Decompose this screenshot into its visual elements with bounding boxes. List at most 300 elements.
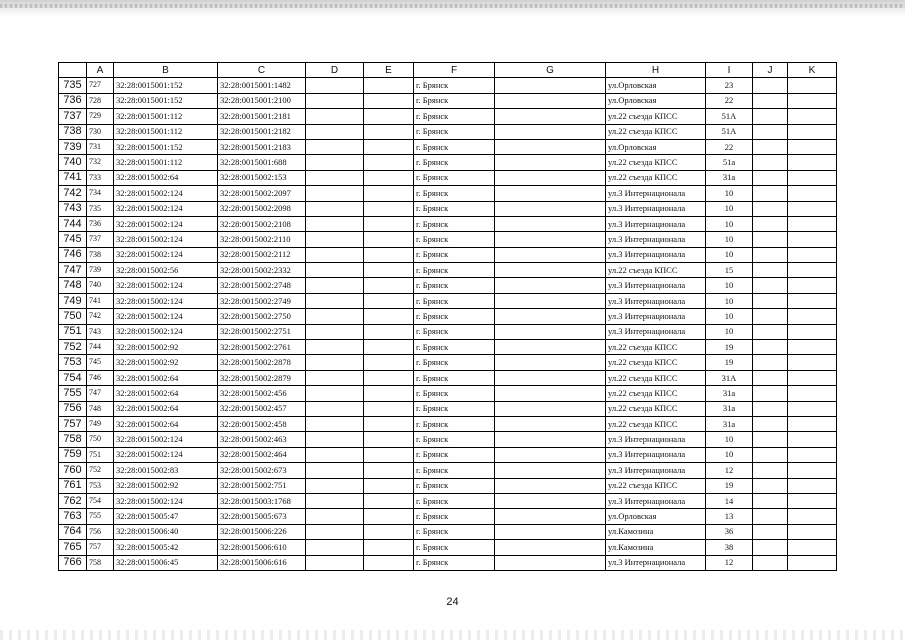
column-header[interactable]: C [218, 63, 306, 78]
cell-a[interactable]: 737 [87, 232, 114, 247]
cell-d[interactable] [306, 509, 364, 524]
cell-d[interactable] [306, 293, 364, 308]
row-number-cell[interactable]: 740 [59, 155, 87, 170]
cell-k[interactable] [788, 386, 837, 401]
cell-f-city[interactable]: г. Брянск [414, 309, 495, 324]
column-header[interactable]: G [495, 63, 606, 78]
cell-g[interactable] [495, 447, 606, 462]
cell-c-cadastral-number[interactable]: 32:28:0015001:2183 [218, 139, 306, 154]
cell-e[interactable] [364, 78, 414, 93]
cell-a[interactable]: 729 [87, 109, 114, 124]
cell-d[interactable] [306, 463, 364, 478]
cell-e[interactable] [364, 370, 414, 385]
cell-h-street[interactable]: ул.22 съезда КПСС [606, 340, 706, 355]
cell-e[interactable] [364, 340, 414, 355]
cell-f-city[interactable]: г. Брянск [414, 509, 495, 524]
cell-h-street[interactable]: ул.3 Интернационала [606, 232, 706, 247]
cell-h-street[interactable]: ул.3 Интернационала [606, 278, 706, 293]
cell-b-cadastral-number[interactable]: 32:28:0015002:64 [114, 401, 218, 416]
cell-e[interactable] [364, 401, 414, 416]
row-number-cell[interactable]: 763 [59, 509, 87, 524]
row-number-cell[interactable]: 739 [59, 139, 87, 154]
cell-d[interactable] [306, 540, 364, 555]
cell-i-house[interactable]: 22 [706, 93, 753, 108]
cell-f-city[interactable]: г. Брянск [414, 263, 495, 278]
cell-g[interactable] [495, 432, 606, 447]
cell-i-house[interactable]: 10 [706, 447, 753, 462]
cell-d[interactable] [306, 340, 364, 355]
cell-b-cadastral-number[interactable]: 32:28:0015001:112 [114, 124, 218, 139]
cell-j[interactable] [753, 324, 788, 339]
cell-g[interactable] [495, 201, 606, 216]
cell-c-cadastral-number[interactable]: 32:28:0015002:458 [218, 416, 306, 431]
row-number-cell[interactable]: 759 [59, 447, 87, 462]
cell-c-cadastral-number[interactable]: 32:28:0015002:463 [218, 432, 306, 447]
cell-g[interactable] [495, 509, 606, 524]
cell-f-city[interactable]: г. Брянск [414, 139, 495, 154]
cell-k[interactable] [788, 124, 837, 139]
cell-k[interactable] [788, 232, 837, 247]
cell-e[interactable] [364, 247, 414, 262]
cell-e[interactable] [364, 509, 414, 524]
cell-g[interactable] [495, 324, 606, 339]
cell-a[interactable]: 750 [87, 432, 114, 447]
cell-j[interactable] [753, 447, 788, 462]
cell-f-city[interactable]: г. Брянск [414, 201, 495, 216]
cell-d[interactable] [306, 278, 364, 293]
cell-a[interactable]: 757 [87, 540, 114, 555]
cell-f-city[interactable]: г. Брянск [414, 524, 495, 539]
cell-g[interactable] [495, 232, 606, 247]
cell-a[interactable]: 739 [87, 263, 114, 278]
row-number-cell[interactable]: 758 [59, 432, 87, 447]
cell-j[interactable] [753, 78, 788, 93]
cell-j[interactable] [753, 124, 788, 139]
cell-h-street[interactable]: ул.3 Интернационала [606, 293, 706, 308]
cell-e[interactable] [364, 493, 414, 508]
cell-i-house[interactable]: 51а [706, 155, 753, 170]
cell-j[interactable] [753, 463, 788, 478]
cell-f-city[interactable]: г. Брянск [414, 232, 495, 247]
cell-g[interactable] [495, 78, 606, 93]
cell-c-cadastral-number[interactable]: 32:28:0015002:2751 [218, 324, 306, 339]
cell-j[interactable] [753, 232, 788, 247]
cell-k[interactable] [788, 370, 837, 385]
cell-c-cadastral-number[interactable]: 32:28:0015002:2108 [218, 216, 306, 231]
cell-a[interactable]: 727 [87, 78, 114, 93]
cell-k[interactable] [788, 186, 837, 201]
cell-i-house[interactable]: 10 [706, 232, 753, 247]
cell-a[interactable]: 758 [87, 555, 114, 570]
cell-j[interactable] [753, 355, 788, 370]
cell-g[interactable] [495, 293, 606, 308]
cell-b-cadastral-number[interactable]: 32:28:0015002:64 [114, 416, 218, 431]
cell-d[interactable] [306, 370, 364, 385]
cell-b-cadastral-number[interactable]: 32:28:0015006:45 [114, 555, 218, 570]
cell-g[interactable] [495, 247, 606, 262]
cell-a[interactable]: 744 [87, 340, 114, 355]
cell-e[interactable] [364, 232, 414, 247]
cell-b-cadastral-number[interactable]: 32:28:0015001:152 [114, 139, 218, 154]
cell-g[interactable] [495, 263, 606, 278]
cell-j[interactable] [753, 432, 788, 447]
cell-g[interactable] [495, 155, 606, 170]
cell-c-cadastral-number[interactable]: 32:28:0015006:226 [218, 524, 306, 539]
cell-f-city[interactable]: г. Брянск [414, 155, 495, 170]
cell-i-house[interactable]: 10 [706, 309, 753, 324]
cell-c-cadastral-number[interactable]: 32:28:0015005:673 [218, 509, 306, 524]
cell-k[interactable] [788, 109, 837, 124]
cell-b-cadastral-number[interactable]: 32:28:0015002:64 [114, 170, 218, 185]
cell-e[interactable] [364, 555, 414, 570]
cell-a[interactable]: 740 [87, 278, 114, 293]
cell-h-street[interactable]: ул.Камозина [606, 540, 706, 555]
cell-i-house[interactable]: 22 [706, 139, 753, 154]
cell-d[interactable] [306, 170, 364, 185]
cell-g[interactable] [495, 540, 606, 555]
cell-f-city[interactable]: г. Брянск [414, 401, 495, 416]
cell-j[interactable] [753, 386, 788, 401]
cell-h-street[interactable]: ул.22 съезда КПСС [606, 263, 706, 278]
cell-j[interactable] [753, 555, 788, 570]
cell-a[interactable]: 755 [87, 509, 114, 524]
row-number-cell[interactable]: 747 [59, 263, 87, 278]
cell-j[interactable] [753, 263, 788, 278]
cell-a[interactable]: 747 [87, 386, 114, 401]
cell-k[interactable] [788, 416, 837, 431]
cell-f-city[interactable]: г. Брянск [414, 216, 495, 231]
cell-c-cadastral-number[interactable]: 32:28:0015002:2748 [218, 278, 306, 293]
cell-g[interactable] [495, 309, 606, 324]
cell-a[interactable]: 752 [87, 463, 114, 478]
cell-h-street[interactable]: ул.Орловская [606, 509, 706, 524]
cell-h-street[interactable]: ул.3 Интернационала [606, 186, 706, 201]
cell-c-cadastral-number[interactable]: 32:28:0015001:1482 [218, 78, 306, 93]
cell-g[interactable] [495, 370, 606, 385]
cell-e[interactable] [364, 139, 414, 154]
cell-a[interactable]: 732 [87, 155, 114, 170]
cell-h-street[interactable]: ул.3 Интернационала [606, 447, 706, 462]
row-number-cell[interactable]: 765 [59, 540, 87, 555]
cell-a[interactable]: 734 [87, 186, 114, 201]
cell-a[interactable]: 742 [87, 309, 114, 324]
cell-d[interactable] [306, 524, 364, 539]
cell-j[interactable] [753, 309, 788, 324]
cell-b-cadastral-number[interactable]: 32:28:0015002:124 [114, 186, 218, 201]
cell-b-cadastral-number[interactable]: 32:28:0015005:47 [114, 509, 218, 524]
cell-i-house[interactable]: 31а [706, 416, 753, 431]
cell-j[interactable] [753, 340, 788, 355]
cell-a[interactable]: 756 [87, 524, 114, 539]
cell-f-city[interactable]: г. Брянск [414, 555, 495, 570]
cell-g[interactable] [495, 340, 606, 355]
row-number-cell[interactable]: 766 [59, 555, 87, 570]
cell-d[interactable] [306, 416, 364, 431]
cell-k[interactable] [788, 278, 837, 293]
cell-c-cadastral-number[interactable]: 32:28:0015001:688 [218, 155, 306, 170]
cell-j[interactable] [753, 155, 788, 170]
cell-k[interactable] [788, 432, 837, 447]
cell-h-street[interactable]: ул.3 Интернационала [606, 493, 706, 508]
cell-f-city[interactable]: г. Брянск [414, 370, 495, 385]
cell-h-street[interactable]: ул.22 съезда КПСС [606, 401, 706, 416]
cell-f-city[interactable]: г. Брянск [414, 78, 495, 93]
cell-i-house[interactable]: 19 [706, 355, 753, 370]
cell-h-street[interactable]: ул.22 съезда КПСС [606, 124, 706, 139]
row-number-cell[interactable]: 736 [59, 93, 87, 108]
cell-i-house[interactable]: 10 [706, 278, 753, 293]
cell-f-city[interactable]: г. Брянск [414, 324, 495, 339]
cell-a[interactable]: 748 [87, 401, 114, 416]
cell-a[interactable]: 749 [87, 416, 114, 431]
cell-j[interactable] [753, 201, 788, 216]
cell-h-street[interactable]: ул.22 съезда КПСС [606, 370, 706, 385]
cell-i-house[interactable]: 31а [706, 401, 753, 416]
column-header[interactable]: F [414, 63, 495, 78]
cell-j[interactable] [753, 524, 788, 539]
cell-e[interactable] [364, 109, 414, 124]
cell-d[interactable] [306, 493, 364, 508]
cell-c-cadastral-number[interactable]: 32:28:0015003:1768 [218, 493, 306, 508]
cell-c-cadastral-number[interactable]: 32:28:0015002:673 [218, 463, 306, 478]
cell-e[interactable] [364, 263, 414, 278]
cell-e[interactable] [364, 93, 414, 108]
cell-a[interactable]: 746 [87, 370, 114, 385]
cell-j[interactable] [753, 416, 788, 431]
cell-a[interactable]: 753 [87, 478, 114, 493]
column-header[interactable]: K [788, 63, 837, 78]
cell-d[interactable] [306, 93, 364, 108]
cell-e[interactable] [364, 201, 414, 216]
cell-g[interactable] [495, 463, 606, 478]
cell-d[interactable] [306, 155, 364, 170]
cell-a[interactable]: 741 [87, 293, 114, 308]
cell-f-city[interactable]: г. Брянск [414, 463, 495, 478]
cell-b-cadastral-number[interactable]: 32:28:0015002:124 [114, 324, 218, 339]
cell-j[interactable] [753, 109, 788, 124]
cell-h-street[interactable]: ул.Орловская [606, 139, 706, 154]
row-number-cell[interactable]: 745 [59, 232, 87, 247]
cell-j[interactable] [753, 509, 788, 524]
cell-d[interactable] [306, 124, 364, 139]
cell-k[interactable] [788, 247, 837, 262]
cell-h-street[interactable]: ул.22 съезда КПСС [606, 109, 706, 124]
cell-b-cadastral-number[interactable]: 32:28:0015002:124 [114, 247, 218, 262]
cell-f-city[interactable]: г. Брянск [414, 293, 495, 308]
cell-d[interactable] [306, 247, 364, 262]
cell-d[interactable] [306, 355, 364, 370]
cell-j[interactable] [753, 139, 788, 154]
cell-c-cadastral-number[interactable]: 32:28:0015002:751 [218, 478, 306, 493]
cell-k[interactable] [788, 401, 837, 416]
row-number-cell[interactable]: 762 [59, 493, 87, 508]
cell-g[interactable] [495, 216, 606, 231]
cell-e[interactable] [364, 386, 414, 401]
cell-f-city[interactable]: г. Брянск [414, 93, 495, 108]
cell-a[interactable]: 736 [87, 216, 114, 231]
cell-d[interactable] [306, 216, 364, 231]
cell-b-cadastral-number[interactable]: 32:28:0015001:152 [114, 78, 218, 93]
cell-f-city[interactable]: г. Брянск [414, 386, 495, 401]
cell-f-city[interactable]: г. Брянск [414, 493, 495, 508]
cell-b-cadastral-number[interactable]: 32:28:0015002:124 [114, 293, 218, 308]
cell-h-street[interactable]: ул.22 съезда КПСС [606, 386, 706, 401]
cell-i-house[interactable]: 10 [706, 201, 753, 216]
cell-j[interactable] [753, 540, 788, 555]
row-number-cell[interactable]: 757 [59, 416, 87, 431]
cell-a[interactable]: 728 [87, 93, 114, 108]
row-number-cell[interactable]: 755 [59, 386, 87, 401]
cell-h-street[interactable]: ул.22 съезда КПСС [606, 416, 706, 431]
cell-e[interactable] [364, 309, 414, 324]
cell-b-cadastral-number[interactable]: 32:28:0015002:64 [114, 370, 218, 385]
cell-a[interactable]: 754 [87, 493, 114, 508]
cell-g[interactable] [495, 186, 606, 201]
cell-c-cadastral-number[interactable]: 32:28:0015002:457 [218, 401, 306, 416]
cell-e[interactable] [364, 324, 414, 339]
cell-d[interactable] [306, 186, 364, 201]
cell-i-house[interactable]: 12 [706, 555, 753, 570]
cell-j[interactable] [753, 493, 788, 508]
cell-g[interactable] [495, 355, 606, 370]
cell-g[interactable] [495, 416, 606, 431]
row-number-cell[interactable]: 742 [59, 186, 87, 201]
cell-b-cadastral-number[interactable]: 32:28:0015002:64 [114, 386, 218, 401]
cell-b-cadastral-number[interactable]: 32:28:0015002:92 [114, 355, 218, 370]
cell-f-city[interactable]: г. Брянск [414, 247, 495, 262]
column-header[interactable]: A [87, 63, 114, 78]
cell-j[interactable] [753, 370, 788, 385]
cell-j[interactable] [753, 293, 788, 308]
cell-i-house[interactable]: 38 [706, 540, 753, 555]
cell-j[interactable] [753, 216, 788, 231]
cell-i-house[interactable]: 10 [706, 216, 753, 231]
cell-i-house[interactable]: 12 [706, 463, 753, 478]
cell-k[interactable] [788, 324, 837, 339]
cell-i-house[interactable]: 23 [706, 78, 753, 93]
row-number-cell[interactable]: 750 [59, 309, 87, 324]
row-number-cell[interactable]: 761 [59, 478, 87, 493]
cell-k[interactable] [788, 555, 837, 570]
cell-e[interactable] [364, 124, 414, 139]
row-number-cell[interactable]: 760 [59, 463, 87, 478]
cell-f-city[interactable]: г. Брянск [414, 416, 495, 431]
row-number-cell[interactable]: 746 [59, 247, 87, 262]
cell-i-house[interactable]: 10 [706, 324, 753, 339]
row-number-cell[interactable]: 756 [59, 401, 87, 416]
cell-k[interactable] [788, 540, 837, 555]
cell-f-city[interactable]: г. Брянск [414, 109, 495, 124]
row-number-cell[interactable]: 735 [59, 78, 87, 93]
cell-d[interactable] [306, 447, 364, 462]
cell-h-street[interactable]: ул.Орловская [606, 78, 706, 93]
cell-b-cadastral-number[interactable]: 32:28:0015002:124 [114, 447, 218, 462]
cell-i-house[interactable]: 10 [706, 432, 753, 447]
cell-d[interactable] [306, 201, 364, 216]
cell-j[interactable] [753, 247, 788, 262]
cell-h-street[interactable]: ул.3 Интернационала [606, 247, 706, 262]
row-number-cell[interactable]: 752 [59, 340, 87, 355]
cell-b-cadastral-number[interactable]: 32:28:0015001:112 [114, 155, 218, 170]
cell-h-street[interactable]: ул.3 Интернационала [606, 432, 706, 447]
cell-c-cadastral-number[interactable]: 32:28:0015001:2182 [218, 124, 306, 139]
cell-e[interactable] [364, 355, 414, 370]
cell-e[interactable] [364, 524, 414, 539]
column-header[interactable]: H [606, 63, 706, 78]
cell-k[interactable] [788, 139, 837, 154]
cell-a[interactable]: 745 [87, 355, 114, 370]
cell-f-city[interactable]: г. Брянск [414, 186, 495, 201]
cell-f-city[interactable]: г. Брянск [414, 355, 495, 370]
cell-b-cadastral-number[interactable]: 32:28:0015002:124 [114, 201, 218, 216]
cell-a[interactable]: 738 [87, 247, 114, 262]
column-header[interactable]: B [114, 63, 218, 78]
cell-g[interactable] [495, 478, 606, 493]
cell-c-cadastral-number[interactable]: 32:28:0015002:2878 [218, 355, 306, 370]
cell-e[interactable] [364, 432, 414, 447]
cell-h-street[interactable]: ул.3 Интернационала [606, 324, 706, 339]
cell-h-street[interactable]: ул.3 Интернационала [606, 201, 706, 216]
cell-c-cadastral-number[interactable]: 32:28:0015006:610 [218, 540, 306, 555]
cell-c-cadastral-number[interactable]: 32:28:0015002:153 [218, 170, 306, 185]
cell-f-city[interactable]: г. Брянск [414, 432, 495, 447]
cell-g[interactable] [495, 124, 606, 139]
row-number-cell[interactable]: 744 [59, 216, 87, 231]
cell-g[interactable] [495, 139, 606, 154]
cell-c-cadastral-number[interactable]: 32:28:0015002:2112 [218, 247, 306, 262]
cell-i-house[interactable]: 51А [706, 109, 753, 124]
cell-e[interactable] [364, 278, 414, 293]
cell-b-cadastral-number[interactable]: 32:28:0015001:152 [114, 93, 218, 108]
cell-c-cadastral-number[interactable]: 32:28:0015002:2761 [218, 340, 306, 355]
cell-i-house[interactable]: 19 [706, 340, 753, 355]
cell-c-cadastral-number[interactable]: 32:28:0015002:456 [218, 386, 306, 401]
cell-d[interactable] [306, 78, 364, 93]
cell-c-cadastral-number[interactable]: 32:28:0015001:2181 [218, 109, 306, 124]
row-number-cell[interactable]: 749 [59, 293, 87, 308]
cell-j[interactable] [753, 278, 788, 293]
cell-k[interactable] [788, 155, 837, 170]
cell-e[interactable] [364, 416, 414, 431]
cell-d[interactable] [306, 309, 364, 324]
cell-k[interactable] [788, 509, 837, 524]
cell-f-city[interactable]: г. Брянск [414, 447, 495, 462]
cell-i-house[interactable]: 51А [706, 124, 753, 139]
cell-g[interactable] [495, 401, 606, 416]
cell-i-house[interactable]: 31а [706, 386, 753, 401]
cell-j[interactable] [753, 186, 788, 201]
cell-e[interactable] [364, 540, 414, 555]
cell-h-street[interactable]: ул.3 Интернационала [606, 555, 706, 570]
cell-c-cadastral-number[interactable]: 32:28:0015002:2098 [218, 201, 306, 216]
cell-c-cadastral-number[interactable]: 32:28:0015002:2750 [218, 309, 306, 324]
cell-c-cadastral-number[interactable]: 32:28:0015006:616 [218, 555, 306, 570]
cell-c-cadastral-number[interactable]: 32:28:0015002:2332 [218, 263, 306, 278]
cell-h-street[interactable]: ул.Орловская [606, 93, 706, 108]
cell-f-city[interactable]: г. Брянск [414, 478, 495, 493]
cell-c-cadastral-number[interactable]: 32:28:0015002:2097 [218, 186, 306, 201]
cell-e[interactable] [364, 186, 414, 201]
cell-e[interactable] [364, 447, 414, 462]
cell-e[interactable] [364, 293, 414, 308]
cell-b-cadastral-number[interactable]: 32:28:0015002:83 [114, 463, 218, 478]
cell-b-cadastral-number[interactable]: 32:28:0015002:124 [114, 493, 218, 508]
row-number-cell[interactable]: 764 [59, 524, 87, 539]
cell-g[interactable] [495, 93, 606, 108]
row-number-cell[interactable]: 737 [59, 109, 87, 124]
cell-h-street[interactable]: ул.22 съезда КПСС [606, 478, 706, 493]
cell-d[interactable] [306, 478, 364, 493]
